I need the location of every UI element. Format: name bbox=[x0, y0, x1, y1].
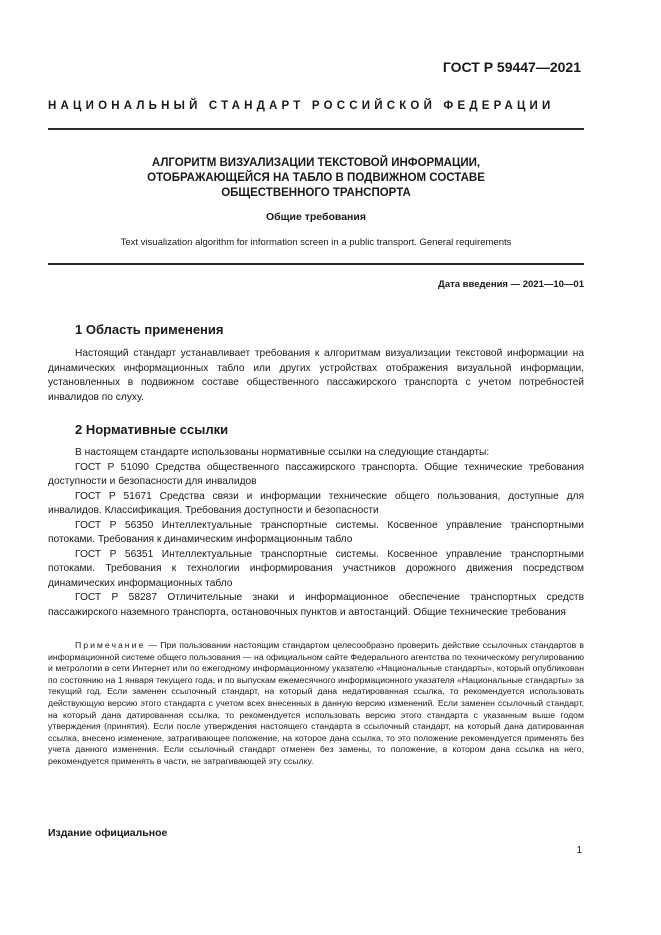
title-line-2: ОТОБРАЖАЮЩЕЙСЯ НА ТАБЛО В ПОДВИЖНОМ СОСТАВЕ bbox=[147, 172, 485, 184]
national-standard-banner: НАЦИОНАЛЬНЫЙ СТАНДАРТ РОССИЙСКОЙ ФЕДЕРАЦИИ bbox=[48, 100, 555, 112]
date-of-introduction: Дата введения — 2021—10—01 bbox=[438, 279, 584, 290]
section-2-intro: В настоящем стандарте использованы нормативные ссылки на следующие стандарты: bbox=[75, 447, 490, 458]
reference-item: ГОСТ Р 51090 Средства общественного пассажирского транспорта. Общие технические требования доступности и безопасности для инвалидов bbox=[48, 461, 584, 487]
document-title bbox=[110, 156, 522, 201]
note-paragraph bbox=[48, 640, 584, 768]
reference-item: ГОСТ Р 56351 Интеллектуальные транспортные системы. Косвенное управление транспортными потоками. Требования к технологии информирования участников дорожного движения посредством динамических информационных табло bbox=[48, 548, 584, 589]
reference-item: ГОСТ Р 51671 Средства связи и информации технические общего пользования, доступные для инвалидов. Классификация. Требования доступности и безопасности bbox=[48, 490, 584, 516]
english-title: Text visualization algorithm for information screen in a public transport. General requirements bbox=[120, 237, 512, 248]
official-edition-label: Издание официальное bbox=[48, 827, 168, 839]
title-divider bbox=[48, 263, 584, 265]
note-block bbox=[48, 640, 584, 768]
reference-item: ГОСТ Р 58287 Отличительные знаки и информационное обеспечение транспортных средств пассажирского наземного транспорта, остановочных пунктов и автостанций. Общие технические требования bbox=[48, 592, 584, 618]
section-1-heading: 1 Область применения bbox=[75, 322, 224, 337]
note-label: Примечание bbox=[75, 640, 146, 650]
standard-code: ГОСТ Р 59447—2021 bbox=[442, 59, 581, 75]
section-1-body bbox=[48, 347, 584, 405]
page-number: 1 bbox=[576, 845, 582, 856]
top-divider bbox=[48, 128, 584, 130]
section-2-body bbox=[48, 446, 584, 620]
section-2-heading: 2 Нормативные ссылки bbox=[75, 422, 229, 437]
title-line-1: АЛГОРИТМ ВИЗУАЛИЗАЦИИ ТЕКСТОВОЙ ИНФОРМАЦИИ, bbox=[151, 157, 481, 169]
title-line-3: ОБЩЕСТВЕННОГО ТРАНСПОРТА bbox=[221, 187, 411, 199]
reference-item: ГОСТ Р 56350 Интеллектуальные транспортные системы. Косвенное управление транспортными потоками. Требования к динамическим информационным табло bbox=[48, 519, 584, 545]
document-subtitle: Общие требования bbox=[266, 211, 366, 223]
section-1-paragraph: Настоящий стандарт устанавливает требования к алгоритмам визуализации текстовой информации на динамических информационных табло или других устройствах отображения визуальной информации, установленных в подвижном составе общественного пассажирского транспорта с учетом потребностей инвалидов по слуху. bbox=[48, 348, 584, 403]
note-text: — При пользовании настоящим стандартом целесообразно проверить действие ссылочных стандартов в информационной системе общего пользования — на официальном сайте Федерального агентства по техническому регулированию и метрологии в сети Интернет или по ежегодному информационному указателю «Национальные стандарты», который опубликован по состоянию на 1 января текущего года, и по выпускам ежемесячного информационного указателя «Национальные стандарты» за текущий год. Если заменен ссылочный стандарт, на который дана недатированная ссылка, то рекомендуется использовать действующую версию этого стандарта с учетом всех внесенных в данную версию изменений. Если заменен ссылочный стандарт, на который дана датированная ссылка, то рекомендуется использовать версию этого стандарта с указанным выше годом утверждения (принятия). Если после утверждения настоящего стандарта в ссылочный стандарт, на который дана датированная ссылка, внесено изменение, затрагивающее положение, на которое дана ссылка, то это положение рекомендуется применять без учета данного изменения. Если ссылочный стандарт отменен без замены, то положение, в котором дана ссылка на него, рекомендуется применять в части, не затрагивающей эту ссылку. bbox=[48, 640, 584, 766]
